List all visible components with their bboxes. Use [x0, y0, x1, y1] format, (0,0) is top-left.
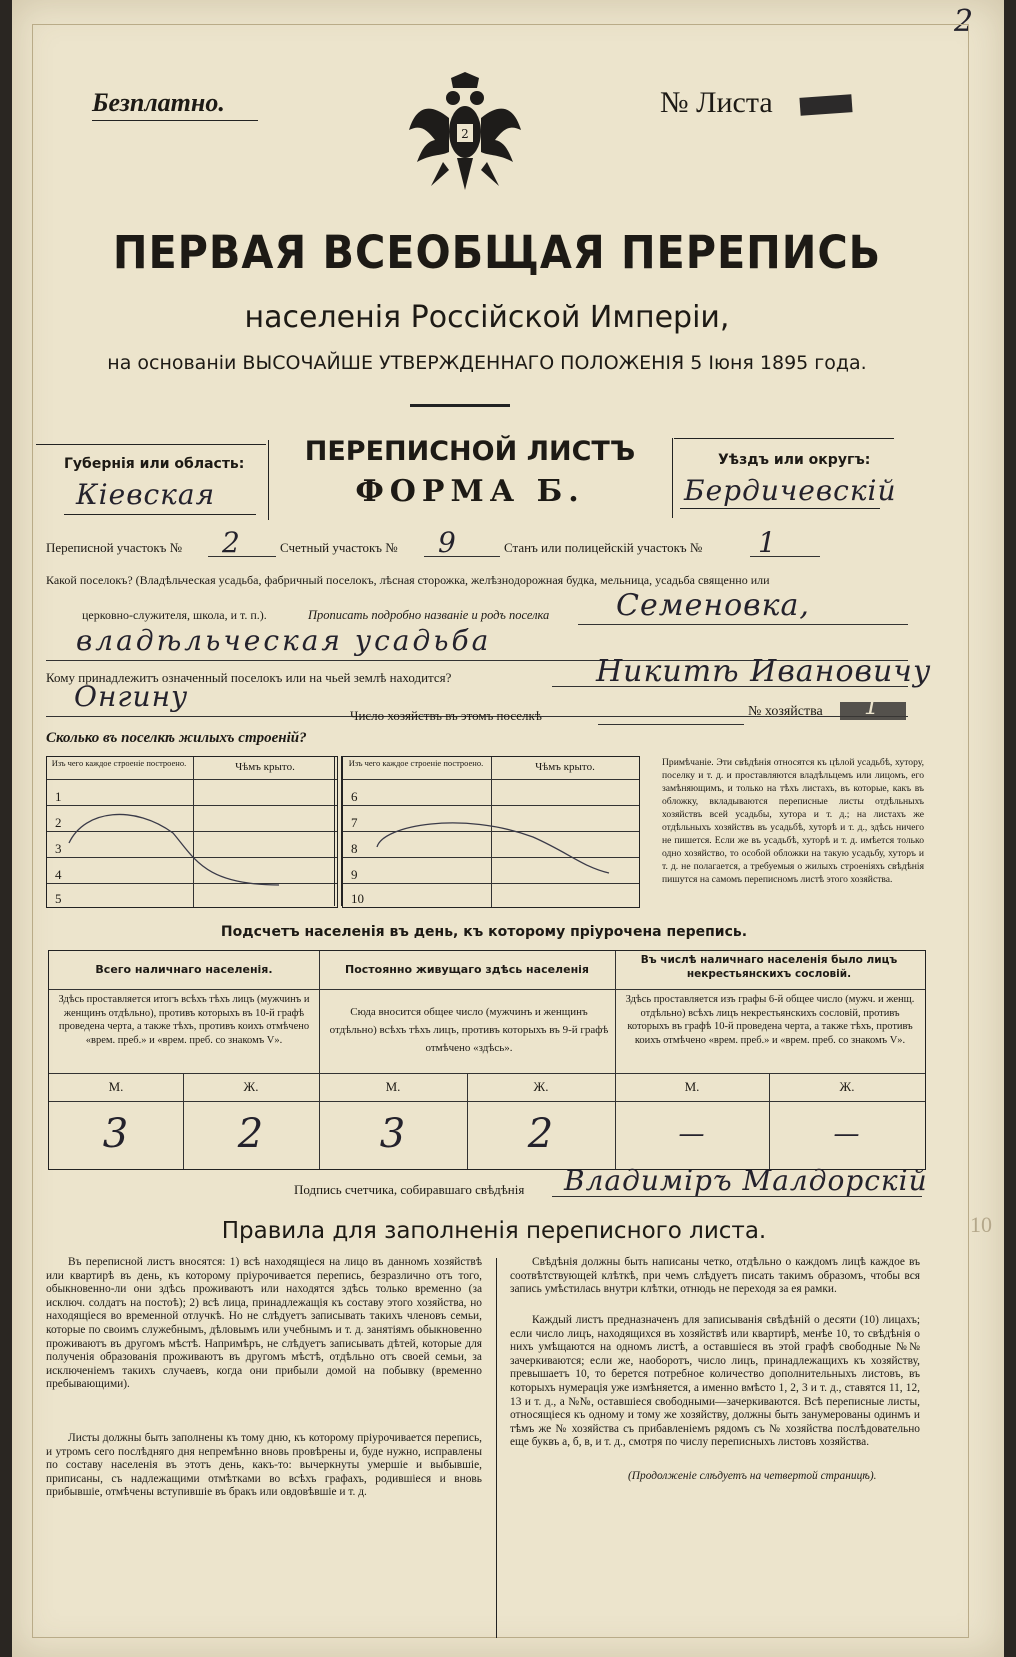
signature-value: Владиміръ Малдорскій [564, 1164, 928, 1197]
count-table [48, 950, 926, 1170]
settlement-value-1: Семеновка, [616, 588, 810, 623]
right-row-10: 10 [351, 891, 364, 906]
settlement-underline-1 [578, 624, 908, 625]
rules-right-p1: Свѣдѣнія должны быть написаны четко, отдѣльно о каждомъ лицѣ каждое въ соотвѣтствующей клѣткѣ, при чемъ слѣдуетъ писать такимъ образомъ, чтобы вся запись умѣстилась внутри клѣтки, отнюдь не переходя за ея рамки. [510, 1256, 920, 1296]
count-col2-f-label: Ж. [533, 1079, 549, 1094]
census-area-value: 2 [222, 526, 241, 559]
count-title: Подсчетъ населенія въ день, къ которому пріурочена перепись. [220, 924, 748, 940]
left-col-roof: Чѣмъ крыто. [235, 761, 295, 773]
right-col-built: Изъ чего каждое строеніе построено. [348, 758, 484, 768]
census-sheet [12, 0, 1004, 1657]
household-number-label: № хозяйства [748, 704, 823, 719]
stan-underline [750, 556, 820, 557]
district-underline [680, 508, 880, 509]
province-underline [64, 514, 256, 515]
province-label: Губернія или область: [64, 456, 245, 472]
buildings-table-left [46, 756, 338, 908]
rules-divider [496, 1258, 497, 1638]
main-title: ПЕРВАЯ ВСЕОБЩАЯ ПЕРЕПИСЬ [112, 226, 882, 279]
buildings-table-right [342, 756, 640, 908]
count-col1-m-value: 3 [102, 1111, 130, 1157]
households-label: Число хозяйствъ въ этомъ поселкѣ [350, 708, 542, 723]
rules-left-p2: Листы должны быть заполнены къ тому дню, къ которому пріурочивается перепись, и утромъ сего послѣдняго дня непремѣнно вновь провѣрены и, буде нужно, исправлены по составу населенія въ этотъ день, какъ-то: вычеркнуты умершіе и выбывшіе, приписаны, съ надлежащими отмѣтками во всѣхъ графахъ, родившіеся и вновь прибывшіе, отмѣчены вступившіе въ бракъ или овдовѣвшіе и т. д. [46, 1432, 482, 1499]
free-underline [92, 120, 258, 121]
count-col2-title: Постоянно живущаго здѣсь населенія [345, 963, 589, 976]
form-name: ФОРМА Б. [355, 474, 585, 509]
province-value: Кіевская [76, 478, 216, 511]
right-strike-mark [373, 817, 613, 877]
left-row-4: 4 [55, 867, 62, 882]
count-col1-desc: Здѣсь проставляется итогъ всѣхъ тѣхъ лицъ (мужчинъ и женщинъ отдѣльно), противъ которыхъ въ 10-й графѣ проведена черта, а также тѣхъ, противъ коихъ отмѣчено «врем. преб.» и «врем. преб. со знакомъ V». [58, 994, 310, 1046]
imperial-eagle-icon [407, 70, 523, 200]
count-area-label: Счетный участокъ № [280, 540, 398, 555]
sheet-number-redacted [799, 94, 852, 116]
right-row-7: 7 [351, 815, 358, 830]
right-col-roof: Чѣмъ крыто. [535, 761, 595, 773]
header-divider [410, 404, 510, 407]
count-area-underline [424, 556, 500, 557]
households-underline [598, 724, 744, 725]
left-col-built: Изъ чего каждое строеніе построено. [51, 758, 187, 768]
rules-continued: (Продолженіе слѣдуетъ на четвертой страницѣ). [628, 1470, 877, 1482]
settlement-label-cont: церковно-служителя, школа, и т. п.). [82, 608, 267, 622]
count-col2-desc: Сюда вносится общее число (мужчинъ и женщинъ отдѣльно) всѣхъ тѣхъ лицъ, противъ которыхъ въ 9-й графѣ отмѣчено «здѣсь». [329, 1006, 609, 1054]
count-col3-m-value: — [678, 1119, 706, 1149]
buildings-table-separator [334, 756, 342, 906]
district-value: Бердичевскій [684, 474, 897, 507]
count-col1-f-value: 2 [237, 1111, 265, 1157]
right-row-6: 6 [351, 789, 358, 804]
count-col2-m-value: 3 [379, 1111, 407, 1157]
left-strike-mark [65, 809, 285, 889]
left-row-2: 2 [55, 815, 62, 830]
count-col3-desc: Здѣсь проставляется изъ графы 6-й общее число (мужч. и женщ. отдѣльно) всѣхъ лицъ некрестьянскихъ сословій, противъ которыхъ въ графѣ 10-й проведена черта, а также тѣхъ, противъ коихъ отмѣчено «врем. преб.» и «врем. преб. со знакомъ V». [625, 994, 915, 1046]
right-form-divider [672, 438, 673, 518]
count-col3-title: Въ числѣ наличнаго населенія было лицъ некрестьянскихъ сословій. [640, 954, 898, 980]
count-col3-f-value: — [833, 1119, 861, 1149]
district-label: Уѣздъ или округъ: [718, 452, 871, 468]
count-col2-m-label: М. [385, 1079, 401, 1094]
count-col1-title: Всего наличнаго населенія. [95, 963, 273, 976]
district-top-line [674, 438, 894, 439]
rules-left-p1: Въ переписной листъ вносятся: 1) всѣ находящіеся на лицо въ данномъ хозяйствѣ или квартирѣ въ день, къ которому пріурочивается перепись, безразлично отъ того, обыкновенно-ли они здѣсь проживаютъ или находятся здѣсь только временно (за исключ. солдатъ на постоѣ); 2) всѣ лица, принадлежащія къ составу этого хозяйства, но находящіеся во временной отлучкѣ. Но не слѣдуетъ записывать такихъ членовъ семьи, которые по своимъ служебнымъ, дѣловымъ или учебнымъ и т. д. занятіямъ обыкновенно проживаютъ въ другомъ мѣстѣ. Напримѣръ, не слѣдуетъ записывать дѣтей, которые для полученія образованія проживаютъ въ другомъ мѣстѣ, отдѣльно отъ своей семьи, за исключеніемъ такихъ случаевъ, когда они прибыли домой на побывку (временно пребывающими). [46, 1256, 482, 1391]
margin-number: 10 [970, 1212, 992, 1237]
owner-value-2: Онгину [74, 680, 189, 713]
census-area-label: Переписной участокъ № [46, 540, 183, 555]
page-corner-number: 2 [954, 4, 975, 39]
signature-underline [552, 1196, 922, 1197]
left-row-5: 5 [55, 891, 62, 906]
svg-text:2: 2 [461, 127, 469, 141]
rules-right-p2: Каждый листъ предназначенъ для записыванія свѣдѣній о десяти (10) лицахъ; если число лицъ, находящихся въ хозяйствѣ или квартирѣ, менѣе 10, то свѣдѣнія о нихъ умѣщаются на одномъ листѣ, а оставшіеся въ этой графѣ свободные №№ зачеркиваются; если же, наоборотъ, число лицъ, принадлежащихъ къ хозяйству, превышаетъ 10, то берется потребное количество дополнительныхъ листовъ, въ которыхъ нумерація уже измѣняется, а именно вмѣсто 1, 2, 3 и т. д., ставятся 11, 12, 13 и т. д., а №№, оставшіеся свободными—зачеркиваются. Всѣ переписные листы, относящіеся къ одному и тому же хозяйству, должны быть занумерованы одинмъ и тѣмъ же № хозяйства съ прибавленіемъ рядомъ съ № хозяйства послѣдовательно еще буквъ а, б, в, и т. д., смотря по числу переписныхъ листовъ хозяйства. [510, 1314, 920, 1449]
count-col1-m-label: М. [108, 1079, 124, 1094]
sheet-number-label: № Листа [660, 86, 773, 119]
subtitle: населенія Россійской Имперіи, [244, 300, 730, 335]
province-top-line [36, 444, 266, 445]
left-form-divider [268, 440, 269, 520]
household-number-value: 1 [864, 692, 881, 720]
right-row-8: 8 [351, 841, 358, 856]
count-area-value: 9 [438, 526, 457, 559]
census-area-underline [208, 556, 276, 557]
owner-value-1: Никитѣ Ивановичу [596, 654, 932, 689]
left-row-3: 3 [55, 841, 62, 856]
buildings-label: Сколько въ поселкѣ жилыхъ строеній? [46, 730, 307, 746]
right-row-9: 9 [351, 867, 358, 882]
left-row-1: 1 [55, 789, 62, 804]
count-col3-m-label: М. [684, 1079, 700, 1094]
sheet-title: ПЕРЕПИСНОЙ ЛИСТЪ [304, 436, 636, 467]
settlement-label: Какой поселокъ? (Владѣльческая усадьба, фабричный поселокъ, лѣсная сторожка, желѣзнодорожная будка, мельница, усадьба священно или [46, 573, 770, 587]
owner-label: Кому принадлежитъ означенный поселокъ или на чьей землѣ находится? [46, 670, 452, 685]
signature-label: Подпись счетчика, собиравшаго свѣдѣнія [294, 1182, 525, 1197]
stan-label: Станъ или полицейскій участокъ № [504, 540, 703, 555]
owner-underline-1 [552, 686, 908, 687]
basis-line: на основаніи ВЫСОЧАЙШЕ УТВЕРЖДЕННАГО ПОЛОЖЕНІЯ 5 Іюня 1895 года. [107, 352, 867, 374]
buildings-note: Примѣчаніе. Эти свѣдѣнія относятся къ цѣлой усадьбѣ, хутору, поселку и т. д. и проставляются владѣльцемъ или лицомъ, его замѣняющимъ, и только на тѣхъ листахъ, въ которые, какъ въ обложку, вкладываются переписные листы отдѣльныхъ хозяйствъ всей усадьбы, хутора и т. д.; на листахъ же отдѣльныхъ хозяйствъ въ усадьбѣ, хуторѣ и т. д., здѣсь ничего не пишется. Если же въ усадьбѣ, хуторѣ и т. д. имѣется только одно хозяйство, то особой обложки на такую усадьбу, хуторъ и т. д. не полагается, а требуемыя о жилыхъ строеніяхъ свѣдѣнія пишутся на самомъ переписномъ листѣ этого хозяйства. [662, 757, 924, 885]
free-label: Безплатно. [92, 88, 225, 117]
count-col1-f-label: Ж. [243, 1079, 259, 1094]
settlement-hint: Прописать подробно названіе и родъ поселка [308, 608, 550, 622]
count-col2-f-value: 2 [527, 1111, 555, 1157]
rules-title: Правила для заполненія переписного листа. [221, 1218, 767, 1244]
stan-value: 1 [758, 526, 777, 559]
count-col3-f-label: Ж. [839, 1079, 855, 1094]
settlement-value-2: владѣльческая усадьба [76, 624, 492, 657]
